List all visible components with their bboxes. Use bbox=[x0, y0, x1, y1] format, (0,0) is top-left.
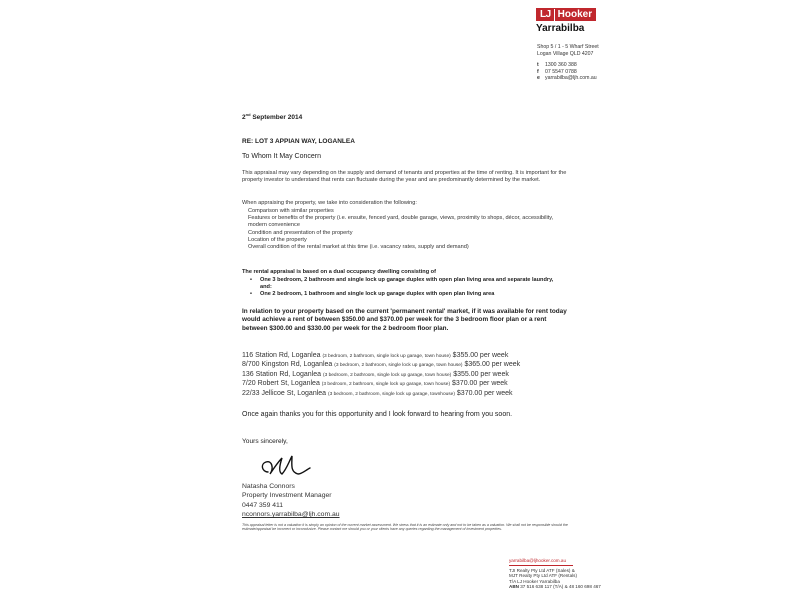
consideration-list bbox=[248, 208, 568, 251]
list-item: 7/20 Robert St, Loganlea (3 bedroom, 2 bathroom, single lock up garage, town house) $370.00 per week bbox=[242, 380, 508, 388]
comparable-properties bbox=[242, 352, 582, 399]
signature bbox=[258, 448, 314, 480]
consideration-intro: When appraising the property, we take into consideration the following: bbox=[242, 200, 417, 206]
lj-hooker-logo bbox=[536, 8, 596, 34]
list-item: Comparison with similar properties bbox=[248, 208, 334, 214]
address-line: Logan Village QLD 4207 bbox=[537, 50, 594, 57]
signer-name: Natasha Connors bbox=[242, 483, 295, 490]
signer-block bbox=[242, 482, 340, 520]
footer-email[interactable]: yarrabilba@ljhooker.com.au bbox=[509, 558, 573, 566]
signer-title: Property Investment Manager bbox=[242, 492, 332, 500]
dwelling-intro: The rental appraisal is based on a dual occupancy dwelling consisting of bbox=[242, 269, 436, 275]
list-item: Location of the property bbox=[248, 236, 307, 243]
list-item: 136 Station Rd, Loganlea (3 bedroom, 2 bathroom, single lock up garage, town house) $355.00 per week bbox=[242, 370, 509, 378]
list-item: Condition and presentation of the property bbox=[248, 229, 353, 236]
list-item: Overall condition of the rental market at this time (i.e. vacancy rates, supply and demand) bbox=[248, 244, 469, 251]
intro-paragraph: This appraisal may vary depending on the supply and demand of tenants and properties at the time of renting. It is important for the property investor to understand that rents can fluctuate during the year and are predominantly determined by the market. bbox=[242, 170, 567, 184]
logo-office-name: Yarrabilba bbox=[536, 23, 585, 34]
footer-line: TJI Realty Pty Ltd ATF (Sales) & bbox=[509, 567, 575, 573]
footer-abn: ABN 37 516 638 117 (T/A) & 48 160 698 467 bbox=[509, 584, 601, 590]
list-item: 8/700 Kingston Rd, Loganlea (3 bedroom, 2 bathroom, single lock up garage, town house) $365.00 per week bbox=[242, 361, 521, 369]
sign-off: Yours sincerely, bbox=[242, 438, 288, 445]
closing-line: Once again thanks you for this opportunity and I look forward to hearing from you soon. bbox=[242, 411, 513, 418]
footer-line: MJT Realty Pty Ltd ATF (Rentals) bbox=[509, 573, 577, 579]
address-line: Shop 5 / 1 - 5 Wharf Street bbox=[537, 44, 599, 50]
contact-fax: f 07 5547 0788 bbox=[537, 68, 577, 75]
list-item: 116 Station Rd, Loganlea (3 bedroom, 2 bathroom, single lock up garage, town house) $355.00 per week bbox=[242, 352, 509, 359]
footer-line: T/A LJ Hooker Yarrabilba bbox=[509, 578, 560, 584]
letter-subject: RE: LOT 3 APPIAN WAY, LOGANLEA bbox=[242, 138, 355, 145]
salutation: To Whom It May Concern bbox=[242, 153, 321, 160]
contact-phone: t 1300 360 388 bbox=[537, 62, 577, 68]
list-item: • One 2 bedroom, 1 bathroom and single lock up garage duplex with open plan living area bbox=[250, 291, 560, 298]
signer-email-link[interactable]: nconnors.yarrabilba@ljh.com.au bbox=[242, 511, 340, 519]
signer-phone: 0447 359 411 bbox=[242, 501, 284, 509]
disclaimer: This appraisal letter is not a valuation it is simply an opinion of the current market assessment. We stress that it is an estimate only and not to be taken as a valuation. We shall not be responsible should the estimate/appraisal be incorrect or inconclusive. Please contact me should you or your clients have any queries regarding the management of investment properties. bbox=[242, 523, 568, 532]
list-item: • One 3 bedroom, 2 bathroom and single lock up garage duplex with open plan living area and separate laundry, and: bbox=[250, 277, 560, 291]
dwelling-list bbox=[250, 277, 560, 299]
logo-box bbox=[536, 8, 596, 21]
logo-word: Hooker bbox=[557, 8, 593, 20]
list-item: Features or benefits of the property (i.e. ensuite, fenced yard, double garage, views, proximity to shops, décor, accessibility, modern convenience bbox=[248, 215, 554, 229]
rent-estimate-paragraph: In relation to your property based on the current 'permanent rental' market, if it was available for rent today would achieve a rent of between $350.00 and $370.00 per week for the 3 bedroom floor plan or a rent between $300.00 and $330.00 per week for the 2 bedroom floor plan. bbox=[242, 308, 567, 332]
contact-email: e yarrabilba@ljh.com.au bbox=[537, 75, 597, 82]
logo-mark: LJ bbox=[540, 9, 555, 21]
list-item: 22/33 Jellicoe St, Loganlea (3 bedroom, 2 bathroom, single lock up garage, townhouse) $370.00 per week bbox=[242, 389, 513, 397]
office-contacts bbox=[537, 62, 597, 82]
office-address bbox=[537, 44, 599, 57]
office-footer bbox=[509, 558, 601, 590]
letter-date: 2nd September 2014 bbox=[242, 112, 303, 122]
